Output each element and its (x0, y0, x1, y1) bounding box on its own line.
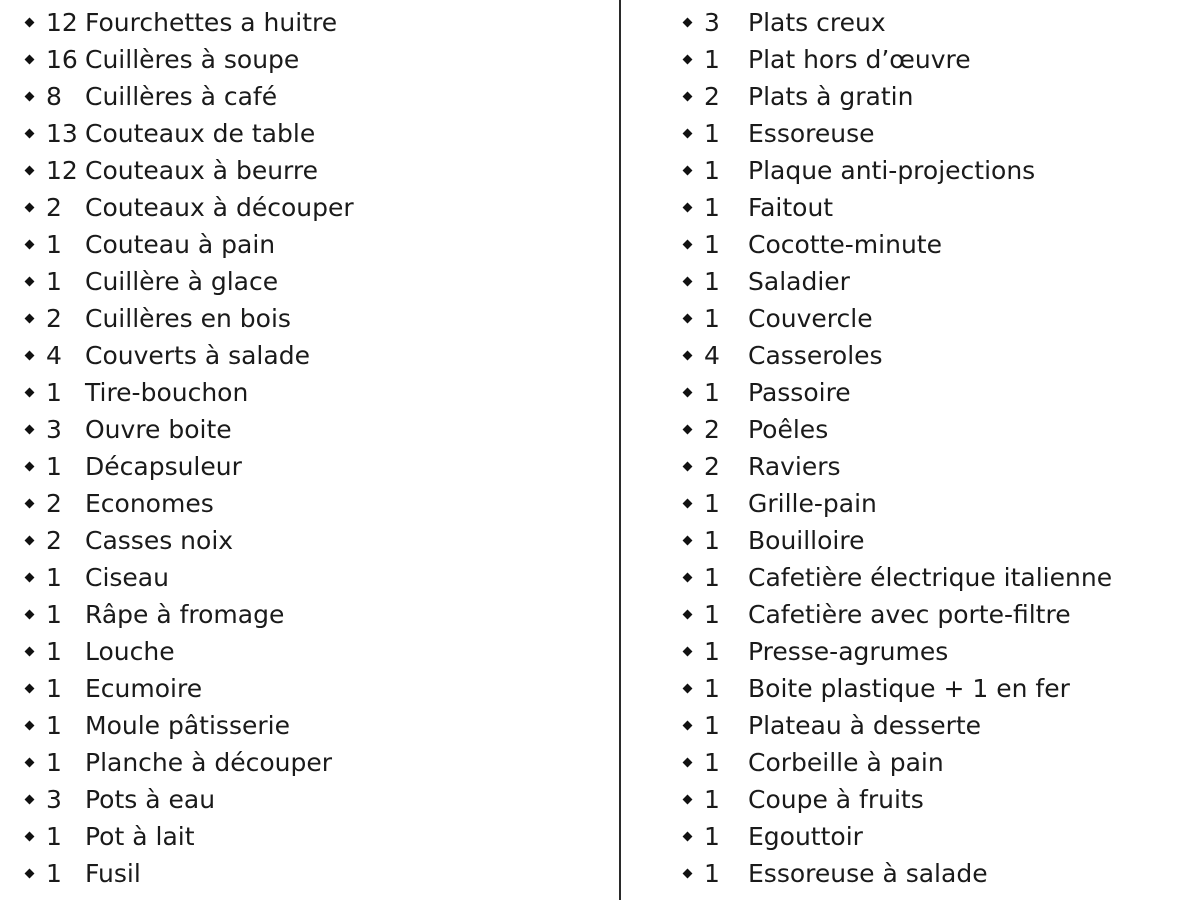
list-item (22, 189, 612, 226)
list-item (680, 152, 1190, 189)
list-item (680, 4, 1190, 41)
list-item (22, 522, 612, 559)
item-quantity: 3 (704, 8, 720, 37)
list-item (680, 263, 1190, 300)
list-item (680, 115, 1190, 152)
list-item (22, 670, 612, 707)
diamond-bullet-icon (25, 573, 35, 583)
item-quantity: 1 (704, 822, 720, 851)
list-item (22, 633, 612, 670)
list-item (22, 41, 612, 78)
item-quantity: 12 (46, 156, 78, 185)
item-quantity: 1 (46, 230, 62, 259)
column-divider (619, 0, 621, 900)
item-quantity: 1 (46, 674, 62, 703)
item-label: Cocotte-minute (748, 230, 942, 259)
item-label: Fusil (85, 859, 141, 888)
item-label: Pots à eau (85, 785, 216, 814)
diamond-bullet-icon (25, 536, 35, 546)
list-item (22, 744, 612, 781)
item-label: Economes (85, 489, 214, 518)
diamond-bullet-icon (683, 758, 693, 768)
item-quantity: 1 (46, 748, 62, 777)
diamond-bullet-icon (683, 351, 693, 361)
list-item (22, 115, 612, 152)
item-label: Louche (85, 637, 175, 666)
list-item (22, 300, 612, 337)
diamond-bullet-icon (683, 18, 693, 28)
diamond-bullet-icon (25, 18, 35, 28)
item-label: Tire-bouchon (85, 378, 249, 407)
list-item (680, 596, 1190, 633)
item-quantity: 1 (46, 452, 62, 481)
item-quantity: 3 (46, 415, 62, 444)
diamond-bullet-icon (25, 129, 35, 139)
list-item (22, 374, 612, 411)
diamond-bullet-icon (25, 388, 35, 398)
item-quantity: 2 (46, 526, 62, 555)
diamond-bullet-icon (683, 721, 693, 731)
item-quantity: 1 (704, 45, 720, 74)
diamond-bullet-icon (25, 240, 35, 250)
item-label: Cuillères à café (85, 82, 278, 111)
diamond-bullet-icon (25, 832, 35, 842)
diamond-bullet-icon (683, 610, 693, 620)
item-label: Ecumoire (85, 674, 203, 703)
item-quantity: 2 (704, 82, 720, 111)
item-quantity: 1 (704, 304, 720, 333)
item-quantity: 3 (46, 785, 62, 814)
item-label: Cafetière avec porte-filtre (748, 600, 1071, 629)
list-item (680, 670, 1190, 707)
item-label: Plat hors d’œuvre (748, 45, 971, 74)
diamond-bullet-icon (25, 351, 35, 361)
item-quantity: 1 (704, 156, 720, 185)
item-quantity: 1 (704, 674, 720, 703)
diamond-bullet-icon (25, 647, 35, 657)
item-quantity: 1 (46, 859, 62, 888)
item-label: Presse-agrumes (748, 637, 949, 666)
item-quantity: 4 (46, 341, 62, 370)
item-quantity: 2 (46, 304, 62, 333)
item-quantity: 2 (46, 489, 62, 518)
list-item (22, 226, 612, 263)
item-label: Ouvre boite (85, 415, 232, 444)
item-label: Râpe à fromage (85, 600, 285, 629)
item-quantity: 1 (46, 822, 62, 851)
list-item (22, 818, 612, 855)
list-item (22, 263, 612, 300)
diamond-bullet-icon (25, 166, 35, 176)
item-label: Plateau à desserte (748, 711, 982, 740)
diamond-bullet-icon (25, 277, 35, 287)
list-item (22, 411, 612, 448)
item-label: Raviers (748, 452, 841, 481)
list-item (680, 189, 1190, 226)
item-quantity: 1 (704, 267, 720, 296)
item-quantity: 2 (704, 415, 720, 444)
diamond-bullet-icon (683, 869, 693, 879)
item-label: Couvercle (748, 304, 873, 333)
list-item (680, 522, 1190, 559)
diamond-bullet-icon (25, 314, 35, 324)
diamond-bullet-icon (25, 499, 35, 509)
item-quantity: 1 (46, 600, 62, 629)
item-quantity: 1 (704, 859, 720, 888)
item-quantity: 2 (46, 193, 62, 222)
list-item (680, 78, 1190, 115)
item-label: Couverts à salade (85, 341, 310, 370)
diamond-bullet-icon (683, 536, 693, 546)
item-quantity: 1 (46, 267, 62, 296)
list-item (680, 781, 1190, 818)
diamond-bullet-icon (683, 129, 693, 139)
item-quantity: 1 (704, 563, 720, 592)
item-quantity: 16 (46, 45, 78, 74)
diamond-bullet-icon (25, 203, 35, 213)
item-label: Fourchettes a huitre (85, 8, 338, 37)
item-label: Bouilloire (748, 526, 865, 555)
diamond-bullet-icon (25, 721, 35, 731)
item-label: Passoire (748, 378, 851, 407)
item-label: Cuillères en bois (85, 304, 291, 333)
list-item (22, 337, 612, 374)
diamond-bullet-icon (683, 647, 693, 657)
item-quantity: 1 (704, 119, 720, 148)
diamond-bullet-icon (25, 92, 35, 102)
item-label: Egouttoir (748, 822, 863, 851)
diamond-bullet-icon (683, 499, 693, 509)
item-quantity: 2 (704, 452, 720, 481)
list-item (680, 485, 1190, 522)
diamond-bullet-icon (683, 684, 693, 694)
list-item (680, 41, 1190, 78)
diamond-bullet-icon (683, 277, 693, 287)
item-label: Pot à lait (85, 822, 195, 851)
item-quantity: 1 (704, 526, 720, 555)
item-label: Couteaux à beurre (85, 156, 318, 185)
item-quantity: 1 (704, 785, 720, 814)
diamond-bullet-icon (683, 55, 693, 65)
item-label: Cafetière électrique italienne (748, 563, 1113, 592)
diamond-bullet-icon (683, 425, 693, 435)
diamond-bullet-icon (25, 462, 35, 472)
item-quantity: 1 (704, 748, 720, 777)
item-label: Casseroles (748, 341, 883, 370)
list-item (22, 152, 612, 189)
list-item (22, 448, 612, 485)
item-quantity: 1 (704, 711, 720, 740)
item-quantity: 1 (46, 637, 62, 666)
list-item (680, 300, 1190, 337)
list-item (680, 633, 1190, 670)
item-label: Essoreuse à salade (748, 859, 988, 888)
item-label: Essoreuse (748, 119, 875, 148)
list-item (680, 707, 1190, 744)
item-label: Planche à découper (85, 748, 333, 777)
diamond-bullet-icon (25, 610, 35, 620)
item-quantity: 1 (704, 193, 720, 222)
diamond-bullet-icon (683, 462, 693, 472)
list-item (680, 374, 1190, 411)
list-item (22, 596, 612, 633)
item-label: Poêles (748, 415, 829, 444)
item-quantity: 4 (704, 341, 720, 370)
list-item (680, 855, 1190, 892)
diamond-bullet-icon (683, 388, 693, 398)
item-quantity: 1 (704, 378, 720, 407)
item-quantity: 1 (704, 637, 720, 666)
item-label: Ciseau (85, 563, 169, 592)
list-item (22, 855, 612, 892)
item-label: Moule pâtisserie (85, 711, 290, 740)
diamond-bullet-icon (683, 92, 693, 102)
list-item (22, 485, 612, 522)
item-label: Plats creux (748, 8, 886, 37)
item-label: Plaque anti-projections (748, 156, 1036, 185)
item-label: Plats à gratin (748, 82, 914, 111)
item-quantity: 1 (46, 711, 62, 740)
item-label: Faitout (748, 193, 834, 222)
item-label: Coupe à fruits (748, 785, 924, 814)
diamond-bullet-icon (683, 240, 693, 250)
list-item (22, 707, 612, 744)
item-quantity: 1 (704, 230, 720, 259)
item-label: Décapsuleur (85, 452, 242, 481)
diamond-bullet-icon (683, 573, 693, 583)
item-label: Corbeille à pain (748, 748, 944, 777)
list-item (680, 818, 1190, 855)
item-label: Couteaux à découper (85, 193, 354, 222)
item-label: Couteaux de table (85, 119, 316, 148)
item-label: Cuillères à soupe (85, 45, 300, 74)
item-quantity: 1 (704, 489, 720, 518)
list-item (680, 411, 1190, 448)
item-label: Saladier (748, 267, 850, 296)
diamond-bullet-icon (683, 832, 693, 842)
list-item (22, 78, 612, 115)
item-label: Grille-pain (748, 489, 877, 518)
diamond-bullet-icon (683, 203, 693, 213)
item-label: Boite plastique + 1 en fer (748, 674, 1070, 703)
diamond-bullet-icon (25, 795, 35, 805)
list-item (680, 744, 1190, 781)
item-quantity: 13 (46, 119, 78, 148)
list-item (22, 781, 612, 818)
diamond-bullet-icon (25, 758, 35, 768)
item-quantity: 1 (46, 563, 62, 592)
item-label: Couteau à pain (85, 230, 276, 259)
item-quantity: 12 (46, 8, 78, 37)
diamond-bullet-icon (683, 314, 693, 324)
list-item (680, 559, 1190, 596)
list-item (680, 226, 1190, 263)
list-item (22, 4, 612, 41)
diamond-bullet-icon (25, 425, 35, 435)
item-label: Casses noix (85, 526, 234, 555)
diamond-bullet-icon (683, 166, 693, 176)
item-quantity: 8 (46, 82, 62, 111)
left-inventory-list (22, 4, 612, 892)
diamond-bullet-icon (25, 684, 35, 694)
item-quantity: 1 (704, 600, 720, 629)
diamond-bullet-icon (683, 795, 693, 805)
diamond-bullet-icon (25, 869, 35, 879)
item-label: Cuillère à glace (85, 267, 279, 296)
list-item (680, 337, 1190, 374)
right-inventory-list (680, 4, 1190, 892)
list-item (680, 448, 1190, 485)
item-quantity: 1 (46, 378, 62, 407)
diamond-bullet-icon (25, 55, 35, 65)
list-item (22, 559, 612, 596)
